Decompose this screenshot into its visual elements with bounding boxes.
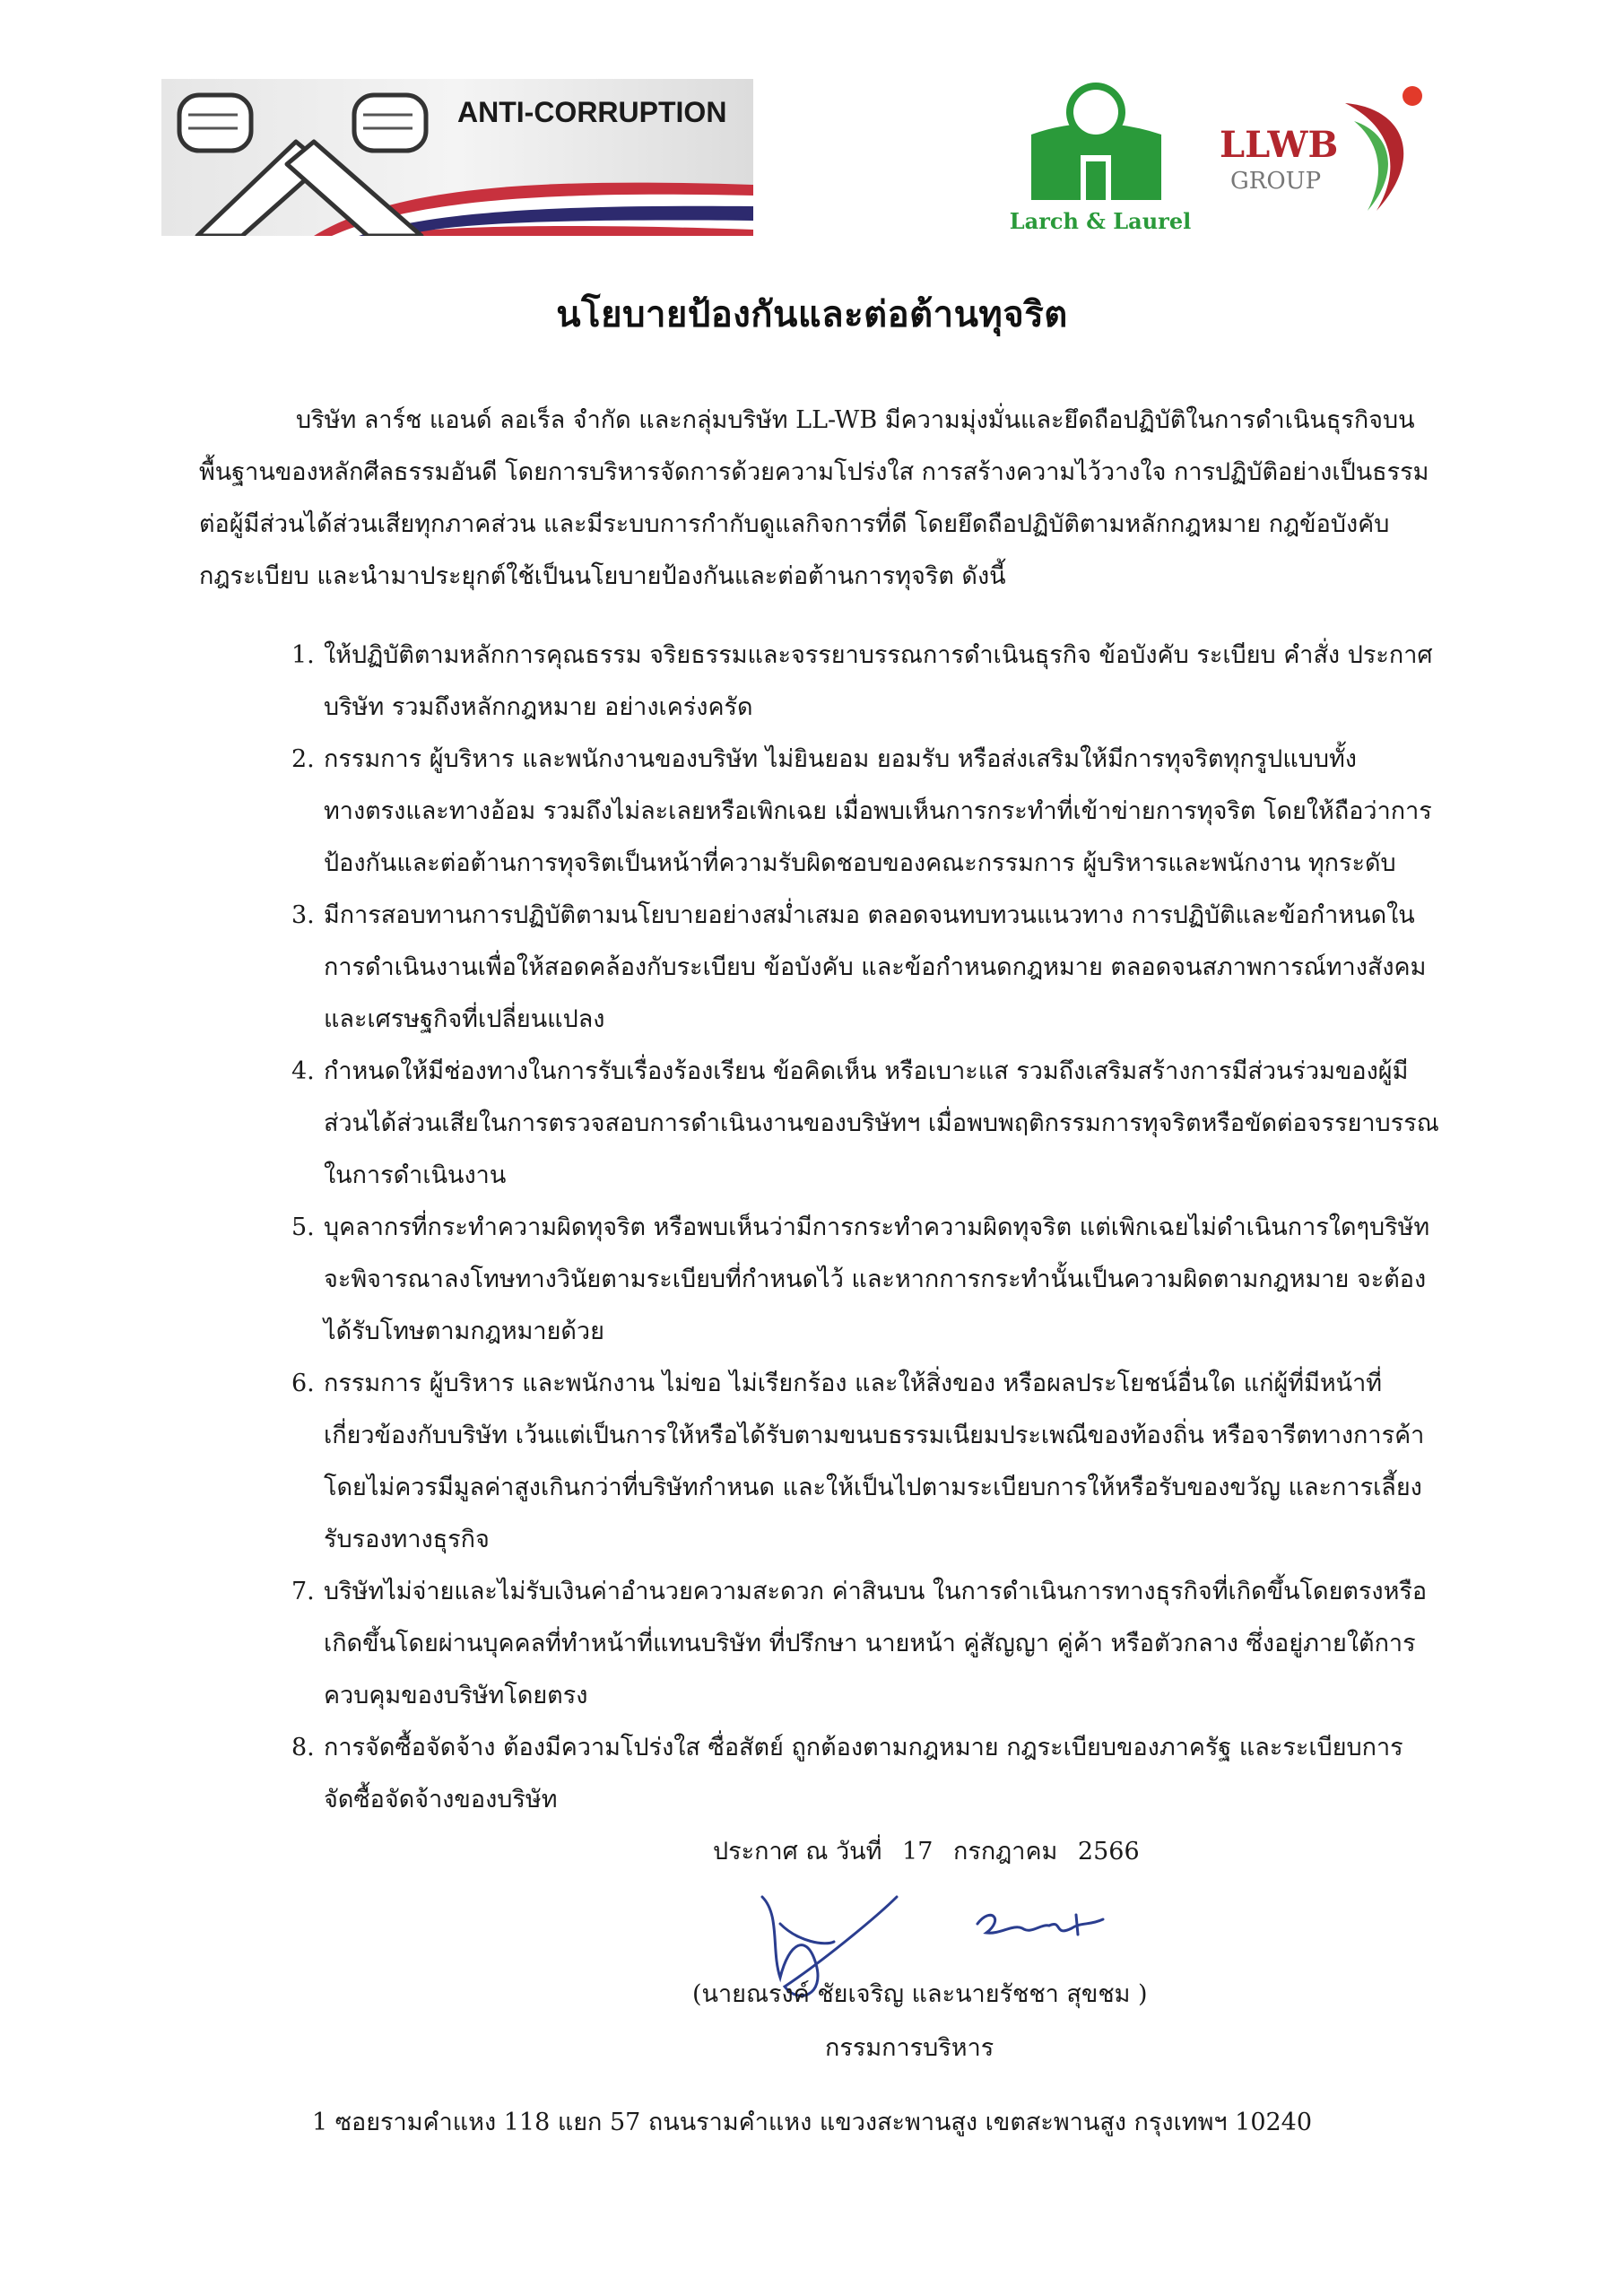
item-number: 6.	[291, 1370, 315, 1397]
larch-logo-text: Larch & Laurel	[1009, 208, 1192, 234]
item-line: ได้รับโทษตามกฎหมายด้วย	[324, 1318, 604, 1345]
item-number: 3.	[291, 901, 315, 929]
swoosh-icon	[1345, 86, 1422, 211]
policy-item-4	[291, 1046, 1457, 1202]
policy-item-7	[291, 1566, 1457, 1722]
item-line: กำหนดให้มีช่องทางในการรับเรื่องร้องเรียน ข้อคิดเห็น หรือเบาะแส รวมถึงเสริมสร้างการมีส่วนร่วมของผู้มี	[324, 1057, 1409, 1085]
document-title: นโยบายป้องกันและต่อต้านทุจริต	[556, 293, 1068, 335]
item-line: กรรมการ ผู้บริหาร และพนักงาน ไม่ขอ ไม่เรียกร้อง และให้สิ่งของ หรือผลประโยชน์อื่นใด แก่ผู้ที่มีหน้าที่	[324, 1370, 1383, 1397]
item-line: บุคลากรที่กระทำความผิดทุจริต หรือพบเห็นว่ามีการกระทำความผิดทุจริต แต่เพิกเฉยไม่ดำเนินการใดๆบริษัท	[324, 1213, 1430, 1241]
policy-item-8	[291, 1722, 1457, 1826]
announcement-month: กรกฎาคม	[952, 1838, 1058, 1866]
llwb-group-logo	[1220, 85, 1435, 229]
policy-item-5	[291, 1202, 1457, 1358]
item-line: โดยไม่ควรมีมูลค่าสูงเกินกว่าที่บริษัทกำหนด และให้เป็นไปตามระเบียบการให้หรือรับของขวัญ และการเลี้ยง	[324, 1474, 1422, 1501]
item-line: ให้ปฏิบัติตามหลักการคุณธรรม จริยธรรมและจรรยาบรรณการดำเนินธุรกิจ ข้อบังคับ ระเบียบ คำสั่ง ประกาศ	[324, 641, 1433, 669]
item-number: 5.	[291, 1213, 315, 1241]
intro-line: กฎระเบียบ และนำมาประยุกต์ใช้เป็นนโยบายป้องกันและต่อต้านการทุจริต ดังนี้	[199, 562, 1006, 590]
llwb-logo-text: LLWB	[1220, 124, 1339, 166]
signer-names: (นายณรงค์ ชัยเจริญ และนายรัชชา สุขชม )	[692, 1980, 1148, 2008]
item-line: และเศรษฐกิจที่เปลี่ยนแปลง	[324, 1005, 605, 1033]
item-line: กรรมการ ผู้บริหาร และพนักงานของบริษัท ไม่ยินยอม ยอมรับ หรือส่งเสริมให้มีการทุจริตทุกรูปแบบทั้ง	[324, 745, 1357, 773]
intro-line: พื้นฐานของหลักศีลธรรมอันดี โดยการบริหารจัดการด้วยความโปร่งใส การสร้างความไว้วางใจ การปฏิบัติอย่างเป็นธรรม	[199, 458, 1429, 486]
item-line: จะพิจารณาลงโทษทางวินัยตามระเบียบที่กำหนดไว้ และหากการกระทำนั้นเป็นความผิดตามกฎหมาย จะต้อง	[324, 1265, 1427, 1293]
anti-corruption-logo	[161, 79, 753, 236]
larch-laurel-logo	[1009, 76, 1193, 238]
announcement-prefix: ประกาศ ณ วันที่	[713, 1838, 882, 1866]
item-line: รับรองทางธุรกิจ	[324, 1526, 490, 1553]
policy-item-6	[291, 1358, 1457, 1566]
item-line: ควบคุมของบริษัทโดยตรง	[324, 1682, 588, 1709]
policy-item-3	[291, 890, 1457, 1046]
llwb-logo-sub: GROUP	[1230, 168, 1322, 195]
item-line: บริษัทไม่จ่ายและไม่รับเงินค่าอำนวยความสะดวก ค่าสินบน ในการดำเนินการทางธุรกิจที่เกิดขึ้นโดยตรงหรือ	[324, 1578, 1428, 1605]
item-line: บริษัท รวมถึงหลักกฎหมาย อย่างเคร่งครัด	[324, 693, 753, 721]
signature-2	[977, 1915, 1103, 1935]
anti-logo-text: ANTI-CORRUPTION	[457, 96, 727, 128]
item-line: จัดซื้อจัดจ้างของบริษัท	[324, 1786, 558, 1813]
announcement-date	[713, 1826, 1152, 1878]
item-line: เกิดขึ้นโดยผ่านบุคคลที่ทำหน้าที่แทนบริษัท ที่ปรึกษา นายหน้า คู่สัญญา คู่ค้า หรือตัวกลาง ซึ่งอยู่ภายใต้การ	[324, 1630, 1416, 1657]
item-line: ป้องกันและต่อต้านการทุจริตเป็นหน้าที่ความรับผิดชอบของคณะกรรมการ ผู้บริหารและพนักงาน ทุกระดับ	[324, 849, 1396, 877]
item-line: ส่วนได้ส่วนเสียในการตรวจสอบการดำเนินงานของบริษัทฯ เมื่อพบพฤติกรรมการทุจริตหรือขัดต่อจรรยาบรรณ	[324, 1109, 1439, 1137]
intro-line: ต่อผู้มีส่วนได้ส่วนเสียทุกภาคส่วน และมีระบบการกำกับดูแลกิจการที่ดี โดยยึดถือปฏิบัติตามหลักกฎหมาย กฎข้อบังคับ	[199, 510, 1390, 538]
signer-role: กรรมการบริหาร	[825, 2034, 994, 2062]
footer-address: 1 ซอยรามคำแหง 118 แยก 57 ถนนรามคำแหง แขวงสะพานสูง เขตสะพานสูง กรุงเทพฯ 10240	[311, 2109, 1313, 2136]
announcement-day: 17	[902, 1838, 934, 1866]
item-line: เกี่ยวข้องกับบริษัท เว้นแต่เป็นการให้หรือได้รับตามขนบธรรมเนียมประเพณีของท้องถิ่น หรือจารีตทางการค้า	[324, 1422, 1425, 1449]
item-line: การดำเนินงานเพื่อให้สอดคล้องกับระเบียบ ข้อบังคับ และข้อกำหนดกฎหมาย ตลอดจนสภาพการณ์ทางสังคม	[324, 953, 1427, 981]
item-line: มีการสอบทานการปฏิบัติตามนโยบายอย่างสม่ำเสมอ ตลอดจนทบทวนแนวทาง การปฏิบัติและข้อกำหนดใน	[324, 901, 1415, 929]
item-number: 1.	[291, 641, 315, 669]
announcement-year: 2566	[1077, 1838, 1140, 1866]
policy-item-1	[291, 630, 1457, 734]
item-line: ในการดำเนินงาน	[324, 1161, 507, 1189]
item-number: 4.	[291, 1057, 315, 1085]
item-line: ทางตรงและทางอ้อม รวมถึงไม่ละเลยหรือเพิกเฉย เมื่อพบเห็นการกระทำที่เข้าข่ายการทุจริต โดยให้ถือว่าการ	[324, 797, 1432, 825]
item-number: 7.	[291, 1578, 315, 1605]
item-number: 2.	[291, 745, 315, 773]
policy-item-2	[291, 734, 1457, 890]
intro-line: บริษัท ลาร์ช แอนด์ ลอเร็ล จำกัด และกลุ่มบริษัท LL-WB มีความมุ่งมั่นและยึดถือปฏิบัติในการดำเนินธุรกิจบน	[296, 406, 1415, 434]
item-line: การจัดซื้อจัดจ้าง ต้องมีความโปร่งใส ซื่อสัตย์ ถูกต้องตามกฎหมาย กฎระเบียบของภาครัฐ และระเบียบการ	[324, 1734, 1403, 1761]
house-person-icon	[1022, 83, 1166, 204]
item-number: 8.	[291, 1734, 315, 1761]
